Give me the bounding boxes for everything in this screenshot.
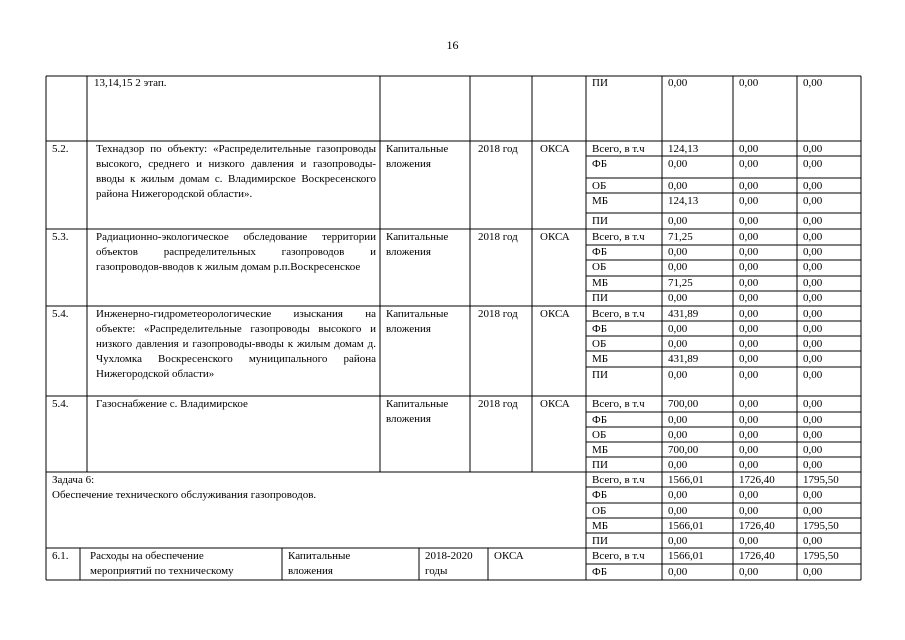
breakdown-value-1: 1566,01 [668, 520, 704, 532]
breakdown-value-1: 0,00 [668, 459, 688, 471]
breakdown-label: ОБ [592, 505, 607, 517]
breakdown-value-2: 0,00 [739, 143, 759, 155]
breakdown-value-2: 0,00 [739, 398, 759, 410]
row-description-line: Расходы на обеспечение [90, 550, 204, 562]
breakdown-value-3: 0,00 [803, 353, 823, 365]
breakdown-label: ПИ [592, 369, 608, 381]
row-number: 5.4. [52, 308, 69, 320]
breakdown-label: Всего, в т.ч [592, 474, 645, 486]
row-year-line: годы [425, 565, 448, 577]
row-type: Капитальные вложения [386, 308, 449, 335]
row-year: 2018 год [478, 231, 518, 243]
breakdown-value-2: 0,00 [739, 277, 759, 289]
breakdown-label: ПИ [592, 459, 608, 471]
breakdown-value-1: 124,13 [668, 143, 699, 155]
breakdown-value-2: 0,00 [739, 215, 759, 227]
row-type-line: вложения [288, 565, 333, 577]
breakdown-label: ФБ [592, 414, 608, 426]
breakdown-value-1: 0,00 [668, 566, 688, 578]
row-prev-description: 13,14,15 2 этап. [94, 77, 167, 89]
breakdown-value-3: 1795,50 [803, 520, 839, 532]
breakdown-value-2: 0,00 [739, 180, 759, 192]
breakdown-value-2: 0,00 [739, 535, 759, 547]
breakdown-value-2: 0,00 [739, 566, 759, 578]
breakdown-value-1: 700,00 [668, 444, 699, 456]
breakdown-value-3: 0,00 [803, 459, 823, 471]
breakdown-value-2: 0,00 [739, 231, 759, 243]
row-executor: ОКСА [540, 231, 570, 243]
breakdown-value-3: 0,00 [803, 566, 823, 578]
row-description: Радиационно-экологическое обследование территории объектов распределительных газопроводов и газопроводов-вводов к жилым домам р.п.Воскресенское [96, 231, 376, 273]
breakdown-value-1: 0,00 [668, 323, 688, 335]
breakdown-value-2: 0,00 [739, 369, 759, 381]
breakdown-value-2: 1726,40 [739, 474, 775, 486]
breakdown-value-1: 1566,01 [668, 474, 704, 486]
row-executor: ОКСА [540, 308, 570, 320]
breakdown-value-2: 0,00 [739, 444, 759, 456]
breakdown-value-2: 0,00 [739, 353, 759, 365]
row-year: 2018 год [478, 143, 518, 155]
breakdown-value-1: 0,00 [668, 261, 688, 273]
row-description: Газоснабжение с. Владимирское [96, 398, 248, 410]
breakdown-value-3: 0,00 [803, 308, 823, 320]
breakdown-label: ПИ [592, 535, 608, 547]
row-description: Технадзор по объекту: «Распределительные газопроводы высокого, среднего и низкого давления и газопроводы-вводы к жилым домам с. Владимирское Воскресенского района Нижегородской области». [96, 143, 376, 200]
breakdown-label: Всего, в т.ч [592, 398, 645, 410]
breakdown-label: ФБ [592, 246, 608, 258]
task-description: Обеспечение технического обслуживания газопроводов. [52, 489, 317, 501]
breakdown-value-3: 0,00 [803, 429, 823, 441]
breakdown-value-3: 0,00 [803, 77, 823, 89]
breakdown-value-1: 431,89 [668, 353, 699, 365]
breakdown-value-3: 0,00 [803, 535, 823, 547]
breakdown-value-1: 0,00 [668, 180, 688, 192]
breakdown-value-2: 0,00 [739, 292, 759, 304]
breakdown-label: Всего, в т.ч [592, 143, 645, 155]
breakdown-value-3: 0,00 [803, 246, 823, 258]
breakdown-value-3: 0,00 [803, 143, 823, 155]
breakdown-label: ПИ [592, 77, 608, 89]
breakdown-label: ФБ [592, 489, 608, 501]
breakdown-value-1: 0,00 [668, 338, 688, 350]
breakdown-value-3: 0,00 [803, 261, 823, 273]
breakdown-value-1: 0,00 [668, 429, 688, 441]
breakdown-value-1: 0,00 [668, 215, 688, 227]
breakdown-value-3: 0,00 [803, 231, 823, 243]
breakdown-label: МБ [592, 444, 609, 456]
row-number: 5.2. [52, 143, 69, 155]
breakdown-value-1: 0,00 [668, 535, 688, 547]
row-executor: ОКСА [540, 398, 570, 410]
row-year-line: 2018-2020 [425, 550, 473, 562]
breakdown-label: ФБ [592, 566, 608, 578]
breakdown-label: МБ [592, 520, 609, 532]
row-type-line: Капитальные [288, 550, 351, 562]
breakdown-label: ОБ [592, 261, 607, 273]
breakdown-value-1: 431,89 [668, 308, 699, 320]
breakdown-value-3: 0,00 [803, 292, 823, 304]
breakdown-value-2: 0,00 [739, 323, 759, 335]
breakdown-value-1: 124,13 [668, 195, 699, 207]
row-description-line: мероприятий по техническому [90, 565, 234, 577]
row-executor: ОКСА [540, 143, 570, 155]
breakdown-value-2: 1726,40 [739, 520, 775, 532]
breakdown-value-3: 0,00 [803, 444, 823, 456]
breakdown-value-1: 0,00 [668, 505, 688, 517]
breakdown-label: ПИ [592, 292, 608, 304]
row-type: Капитальные вложения [386, 398, 449, 425]
breakdown-value-3: 0,00 [803, 369, 823, 381]
breakdown-value-1: 0,00 [668, 246, 688, 258]
breakdown-value-3: 1795,50 [803, 474, 839, 486]
breakdown-value-2: 0,00 [739, 505, 759, 517]
breakdown-value-2: 0,00 [739, 338, 759, 350]
breakdown-value-1: 0,00 [668, 369, 688, 381]
breakdown-value-3: 0,00 [803, 505, 823, 517]
row-year: 2018 год [478, 308, 518, 320]
task-title: Задача 6: [52, 474, 95, 486]
row-type: Капитальные вложения [386, 231, 449, 258]
breakdown-value-3: 0,00 [803, 398, 823, 410]
breakdown-value-3: 0,00 [803, 414, 823, 426]
breakdown-value-2: 0,00 [739, 429, 759, 441]
breakdown-label: МБ [592, 353, 609, 365]
breakdown-value-1: 71,25 [668, 277, 693, 289]
breakdown-value-2: 0,00 [739, 261, 759, 273]
breakdown-value-2: 0,00 [739, 77, 759, 89]
breakdown-value-1: 71,25 [668, 231, 693, 243]
breakdown-value-2: 0,00 [739, 414, 759, 426]
breakdown-value-2: 0,00 [739, 246, 759, 258]
breakdown-value-2: 1726,40 [739, 550, 775, 562]
breakdown-value-1: 700,00 [668, 398, 699, 410]
breakdown-value-3: 0,00 [803, 180, 823, 192]
breakdown-value-1: 0,00 [668, 292, 688, 304]
breakdown-label: Всего, в т.ч [592, 550, 645, 562]
breakdown-value-2: 0,00 [739, 489, 759, 501]
breakdown-value-3: 0,00 [803, 195, 823, 207]
page-number: 16 [446, 38, 459, 52]
breakdown-value-1: 0,00 [668, 158, 688, 170]
row-description: Инженерно-гидрометеорологические изыскания на объекте: «Распределительные газопроводы высокого и низкого давления и газопроводы-вводы к жилым домам д. Чухломка Воскресенского муниципального района Нижегородской области» [96, 308, 376, 380]
breakdown-value-2: 0,00 [739, 195, 759, 207]
breakdown-value-1: 1566,01 [668, 550, 704, 562]
breakdown-label: ОБ [592, 429, 607, 441]
breakdown-label: Всего, в т.ч [592, 231, 645, 243]
breakdown-value-3: 0,00 [803, 158, 823, 170]
breakdown-value-1: 0,00 [668, 77, 688, 89]
row-year: 2018 год [478, 398, 518, 410]
breakdown-label: ПИ [592, 215, 608, 227]
breakdown-value-3: 0,00 [803, 277, 823, 289]
breakdown-label: ФБ [592, 323, 608, 335]
breakdown-value-1: 0,00 [668, 489, 688, 501]
breakdown-value-3: 0,00 [803, 338, 823, 350]
breakdown-value-2: 0,00 [739, 158, 759, 170]
breakdown-value-3: 0,00 [803, 323, 823, 335]
row-number: 6.1. [52, 550, 69, 562]
breakdown-value-3: 1795,50 [803, 550, 839, 562]
row-executor: ОКСА [494, 550, 524, 562]
row-number: 5.3. [52, 231, 69, 243]
breakdown-value-3: 0,00 [803, 215, 823, 227]
breakdown-label: МБ [592, 195, 609, 207]
breakdown-label: МБ [592, 277, 609, 289]
breakdown-value-2: 0,00 [739, 459, 759, 471]
breakdown-label: ОБ [592, 338, 607, 350]
breakdown-value-3: 0,00 [803, 489, 823, 501]
breakdown-label: ФБ [592, 158, 608, 170]
breakdown-value-2: 0,00 [739, 308, 759, 320]
breakdown-label: Всего, в т.ч [592, 308, 645, 320]
breakdown-label: ОБ [592, 180, 607, 192]
row-number: 5.4. [52, 398, 69, 410]
breakdown-value-1: 0,00 [668, 414, 688, 426]
row-type: Капитальные вложения [386, 143, 449, 170]
